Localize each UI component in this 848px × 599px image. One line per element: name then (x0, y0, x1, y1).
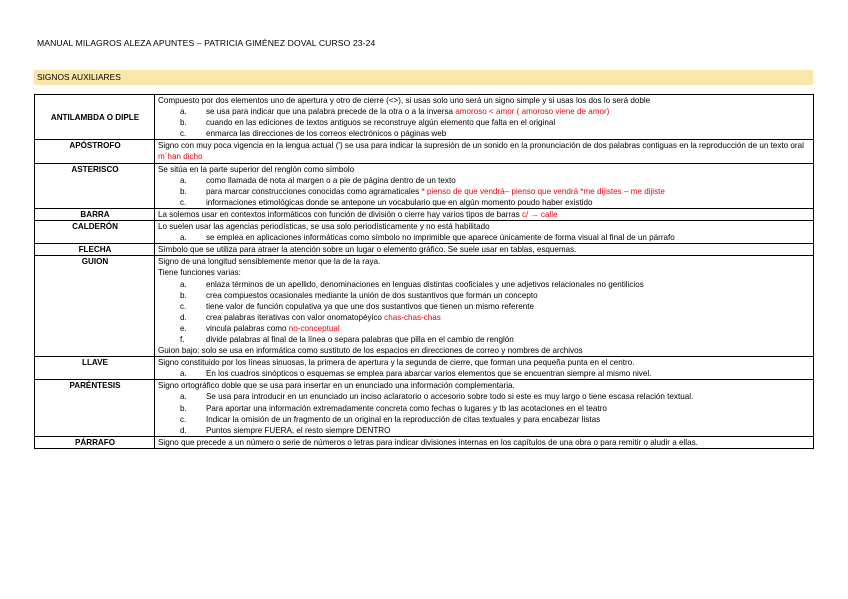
definition-cell (155, 244, 814, 256)
term-cell: ASTERISCO (35, 163, 155, 208)
example-text: no-conceptual (288, 323, 340, 333)
definition-intro: Signo de una longitud sensiblemente menor que la de la raya. (158, 257, 381, 267)
definition-intro-2: Tiene funciones varias: (158, 268, 241, 278)
list-marker: b. (180, 290, 187, 300)
list-item-text: tiene valor de función copulativa ya que une dos sustantivos que tienen un mismo referente (206, 301, 535, 311)
definition-outro: Guion bajo: solo se usa en informática como sustituto de los espacios en direcciones de correo y nombres de archivos (158, 346, 583, 356)
list-item-text: enmarca las direcciones de los correos electrónicos o páginas web (206, 129, 447, 139)
definition-intro: Signo ortográfico doble que se usa para insertar en un enunciado una información complementaria. (158, 381, 515, 391)
example-text: c/ → calle (521, 209, 558, 219)
list-marker: c. (180, 414, 187, 424)
term-cell: PÁRRAFO (35, 436, 155, 448)
table-row (35, 140, 814, 163)
definition-cell (155, 357, 814, 380)
definition-intro: Signo constituido por los líneas sinuosas, la primera de apertura y la segunda de cierre, que forman una pequeña punta en el centro. (158, 358, 635, 368)
term-cell: ANTILAMBDA O DIPLE (35, 95, 155, 140)
list-item (158, 312, 811, 323)
term-cell: BARRA (35, 208, 155, 220)
definition-cell (155, 221, 814, 244)
list-marker: b. (180, 118, 187, 128)
list-item (158, 403, 811, 414)
example-text: * pienso de que vendrá– pienso que vendrá *me dijistes – me dijiste (421, 186, 665, 196)
list-marker: a. (180, 175, 187, 185)
list-marker: d. (180, 312, 187, 322)
list-item (158, 323, 811, 334)
list-item-text: crea compuestos ocasionales mediante la unión de dos sustantivos que forman un concepto (206, 290, 538, 300)
list-item (158, 279, 811, 290)
list-marker: a. (180, 107, 187, 117)
list-marker: e. (180, 323, 187, 333)
definition-text: La solemos usar en contextos informáticos con función de división o cierre hay varios tipos de barras (158, 209, 522, 219)
list-item (158, 414, 811, 425)
definition-cell (155, 436, 814, 448)
table-row (35, 163, 814, 208)
term-cell: PARÉNTESIS (35, 380, 155, 436)
list-item-text: se usa para indicar que una palabra precede de la otra o a la inversa (206, 107, 456, 117)
list-item-text: En los cuadros sinópticos o esquemas se emplea para abarcar varios elementos que se encuentran siempre al mismo nivel. (206, 369, 652, 379)
definition-intro: Se sitúa en la parte superior del renglón como símbolo (158, 164, 355, 174)
example-text: chas-chas-chas (384, 312, 441, 322)
list-item-text: Para aportar una información extremadamente concreta como fechas o lugares y tb las acotaciones en el teatro (206, 403, 607, 413)
definition-intro: Compuesto por dos elementos uno de apertura y otro de cierre (<>), si usas solo uno será un signo simple y si usas los dos lo será doble (158, 96, 651, 105)
definition-intro: Lo suelen usar las agencias periodísticas, se usa solo periodísticamente y no está habilitado (158, 222, 490, 232)
definition-cell (155, 380, 814, 436)
example-text: amoroso < amor ( amoroso viene de amor) (455, 107, 610, 117)
list-marker: b. (180, 186, 187, 196)
list-item (158, 117, 811, 128)
list-item (158, 175, 811, 186)
list-marker: c. (180, 129, 187, 139)
table-row (35, 244, 814, 256)
list-marker: a. (180, 279, 187, 289)
table-row (35, 221, 814, 244)
list-item (158, 334, 811, 345)
signs-table (34, 94, 814, 449)
table-row (35, 208, 814, 220)
definition-intro (158, 209, 811, 220)
term-cell: CALDERÓN (35, 221, 155, 244)
term-cell: GUION (35, 256, 155, 357)
list-item (158, 391, 811, 402)
list-marker: c. (180, 301, 187, 311)
list-item (158, 301, 811, 312)
list-item-text: Puntos siempre FUERA, el resto siempre DENTRO (206, 425, 391, 435)
list-item-text: se emplea en aplicaciones informáticas como símbolo no imprimible que aparece únicamente de forma visual al final de un párrafo (206, 233, 675, 243)
definition-cell (155, 163, 814, 208)
table-row (35, 380, 814, 436)
definition-cell (155, 208, 814, 220)
list-marker: f. (180, 334, 185, 344)
example-text: m´han dicho (158, 152, 203, 162)
list-item-text: enlaza términos de un apellido, denominaciones en lenguas distintas cooficiales y une adjetivos relacionales no gentilicios (206, 279, 644, 289)
table-row (35, 95, 814, 140)
list-marker: c. (180, 197, 187, 207)
list-item-text: Indicar la omisión de un fragmento de un original en la reproducción de citas textuales y para encabezar listas (206, 414, 601, 424)
table-row (35, 436, 814, 448)
definition-cell (155, 140, 814, 163)
list-item (158, 425, 811, 436)
list-item-text: crea palabras iterativas con valor onomatopéyico (206, 312, 385, 322)
list-marker: a. (180, 392, 187, 402)
table-row (35, 256, 814, 357)
list-item-text: divide palabras al final de la línea o separa palabras que pilla en el cambio de renglón (206, 334, 514, 344)
term-cell: APÓSTROFO (35, 140, 155, 163)
list-item (158, 232, 811, 243)
term-cell: LLAVE (35, 357, 155, 380)
definition-intro: Signo que precede a un número o serie de números o letras para indicar divisiones internas en los capítulos de una obra o para remitir o aludir a ellas. (158, 437, 698, 447)
section-heading (34, 70, 813, 85)
list-item (158, 197, 811, 208)
document-header: MANUAL MILAGROS ALEZA APUNTES – PATRICIA GIMÉNEZ DOVAL CURSO 23-24 (37, 38, 376, 48)
list-item-text: cuando en las ediciones de textos antiguos se reconstruye algún elemento que falta en el original (206, 118, 556, 128)
list-item-text: vincula palabras como (206, 323, 289, 333)
list-item (158, 128, 811, 139)
term-cell: FLECHA (35, 244, 155, 256)
list-item-text: como llamada de nota al margen o a pie de página dentro de un texto (206, 175, 456, 185)
list-marker: a. (180, 369, 187, 379)
definition-cell (155, 256, 814, 357)
definition-intro (158, 140, 811, 162)
list-item (158, 106, 811, 117)
list-item-text: para marcar construcciones conocidas como agramaticales (206, 186, 422, 196)
list-item (158, 186, 811, 197)
list-item (158, 290, 811, 301)
definition-cell (155, 95, 814, 140)
definition-intro: Símbolo que se utiliza para atraer la atención sobre un lugar o elemento gráfico. Se suele usar en tablas, esquemas. (158, 245, 577, 255)
list-item-text: informaciones etimológicas donde se antepone un vocabulario que en algún momento poudo haber existido (206, 197, 593, 207)
list-item-text: Se usa para introducir en un enunciado un inciso aclaratorio o accesorio sobre todo si este es muy largo o tiene escasa relación textual. (206, 392, 694, 402)
list-marker: d. (180, 425, 187, 435)
table-row (35, 357, 814, 380)
definition-text: Signo con muy poca vigencia en la lengua actual (') se usa para indicar la supresión de un sonido en la pronunciación de dos palabras contiguas en la reproducción de un texto oral (158, 141, 804, 151)
list-marker: a. (180, 233, 187, 243)
list-marker: b. (180, 403, 187, 413)
section-title: SIGNOS AUXILIARES (37, 72, 121, 82)
list-item (158, 368, 811, 379)
